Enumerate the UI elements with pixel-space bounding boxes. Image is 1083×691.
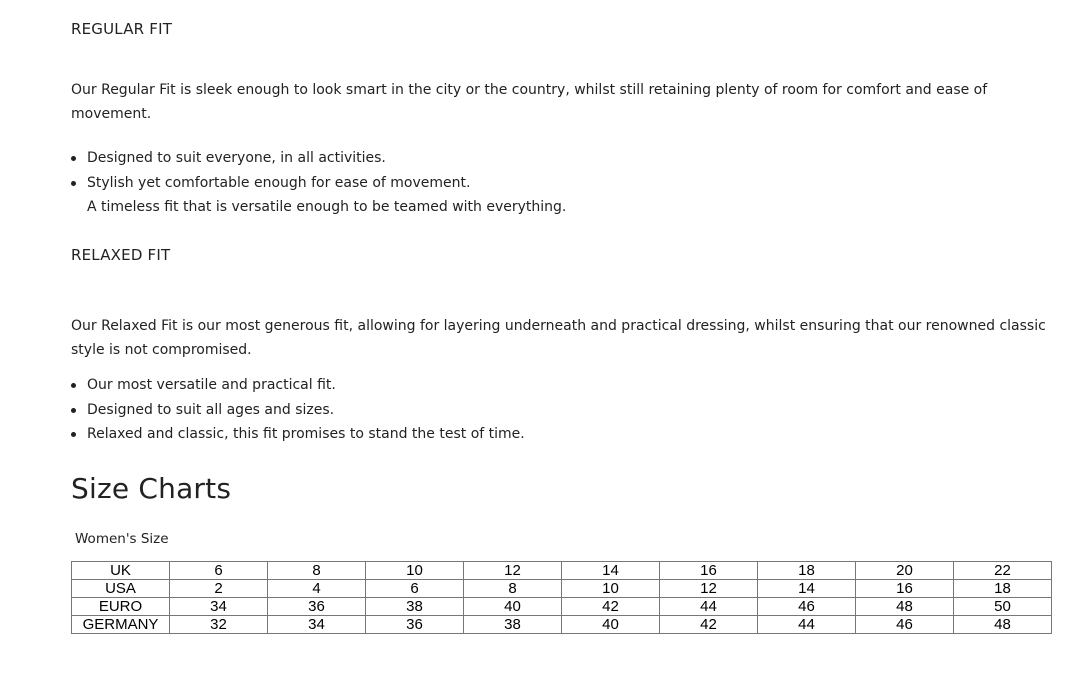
- size-cell: 44: [660, 598, 758, 616]
- size-cell: 40: [464, 598, 562, 616]
- size-cell: 16: [856, 580, 954, 598]
- size-cell: 6: [170, 562, 268, 580]
- size-cell: 18: [954, 580, 1052, 598]
- size-cell: 50: [954, 598, 1052, 616]
- size-cell: 10: [562, 580, 660, 598]
- size-cell: 46: [856, 616, 954, 634]
- regular-fit-heading: REGULAR FIT: [71, 20, 173, 38]
- regular-fit-description: Our Regular Fit is sleek enough to look smart in the city or the country, whilst still retaining plenty of room for comfort and ease of movement.: [71, 82, 988, 122]
- size-cell: 40: [562, 616, 660, 634]
- size-row-germany: [72, 616, 1052, 634]
- size-row-euro: [72, 598, 1052, 616]
- womens-size-table: [71, 561, 1052, 634]
- size-cell: 36: [366, 616, 464, 634]
- size-cell: 48: [954, 616, 1052, 634]
- size-cell: 14: [562, 562, 660, 580]
- size-cell: 48: [856, 598, 954, 616]
- size-cell-label: USA: [72, 580, 170, 598]
- relaxed-fit-bullet-list: [71, 373, 525, 447]
- size-cell: 34: [268, 616, 366, 634]
- size-cell: 4: [268, 580, 366, 598]
- size-cell: 20: [856, 562, 954, 580]
- size-cell: 6: [366, 580, 464, 598]
- size-cell: 34: [170, 598, 268, 616]
- size-cell: 8: [464, 580, 562, 598]
- size-cell: 12: [660, 580, 758, 598]
- relaxed-fit-bullet: Our most versatile and practical fit.: [71, 373, 525, 398]
- size-cell: 42: [660, 616, 758, 634]
- size-cell: 44: [758, 616, 856, 634]
- relaxed-fit-bullet: Designed to suit all ages and sizes.: [71, 398, 525, 423]
- womens-size-caption: Women's Size: [75, 531, 169, 547]
- regular-fit-bullet-list: [71, 146, 566, 220]
- size-cell: 16: [660, 562, 758, 580]
- size-cell-label: GERMANY: [72, 616, 170, 634]
- size-charts-title: Size Charts: [71, 472, 232, 505]
- size-cell: 14: [758, 580, 856, 598]
- size-cell: 18: [758, 562, 856, 580]
- size-cell: 12: [464, 562, 562, 580]
- relaxed-fit-description: Our Relaxed Fit is our most generous fit, allowing for layering underneath and practical dressing, whilst ensuring that our renowned classic style is not compromised.: [71, 318, 1046, 358]
- regular-fit-bullet: Stylish yet comfortable enough for ease of movement.: [71, 171, 566, 196]
- size-cell: 8: [268, 562, 366, 580]
- relaxed-fit-bullet: Relaxed and classic, this fit promises to stand the test of time.: [71, 422, 525, 447]
- size-cell: 2: [170, 580, 268, 598]
- size-cell: 38: [366, 598, 464, 616]
- size-cell: 42: [562, 598, 660, 616]
- size-cell-label: EURO: [72, 598, 170, 616]
- size-row-usa: [72, 580, 1052, 598]
- size-cell: 38: [464, 616, 562, 634]
- size-cell: 22: [954, 562, 1052, 580]
- size-cell: 10: [366, 562, 464, 580]
- size-row-uk: [72, 562, 1052, 580]
- size-cell-label: UK: [72, 562, 170, 580]
- relaxed-fit-heading: RELAXED FIT: [71, 246, 171, 264]
- size-cell: 32: [170, 616, 268, 634]
- size-cell: 46: [758, 598, 856, 616]
- regular-fit-bullet: A timeless fit that is versatile enough to be teamed with everything.: [87, 199, 567, 215]
- regular-fit-bullet: Designed to suit everyone, in all activities.: [71, 146, 566, 171]
- size-cell: 36: [268, 598, 366, 616]
